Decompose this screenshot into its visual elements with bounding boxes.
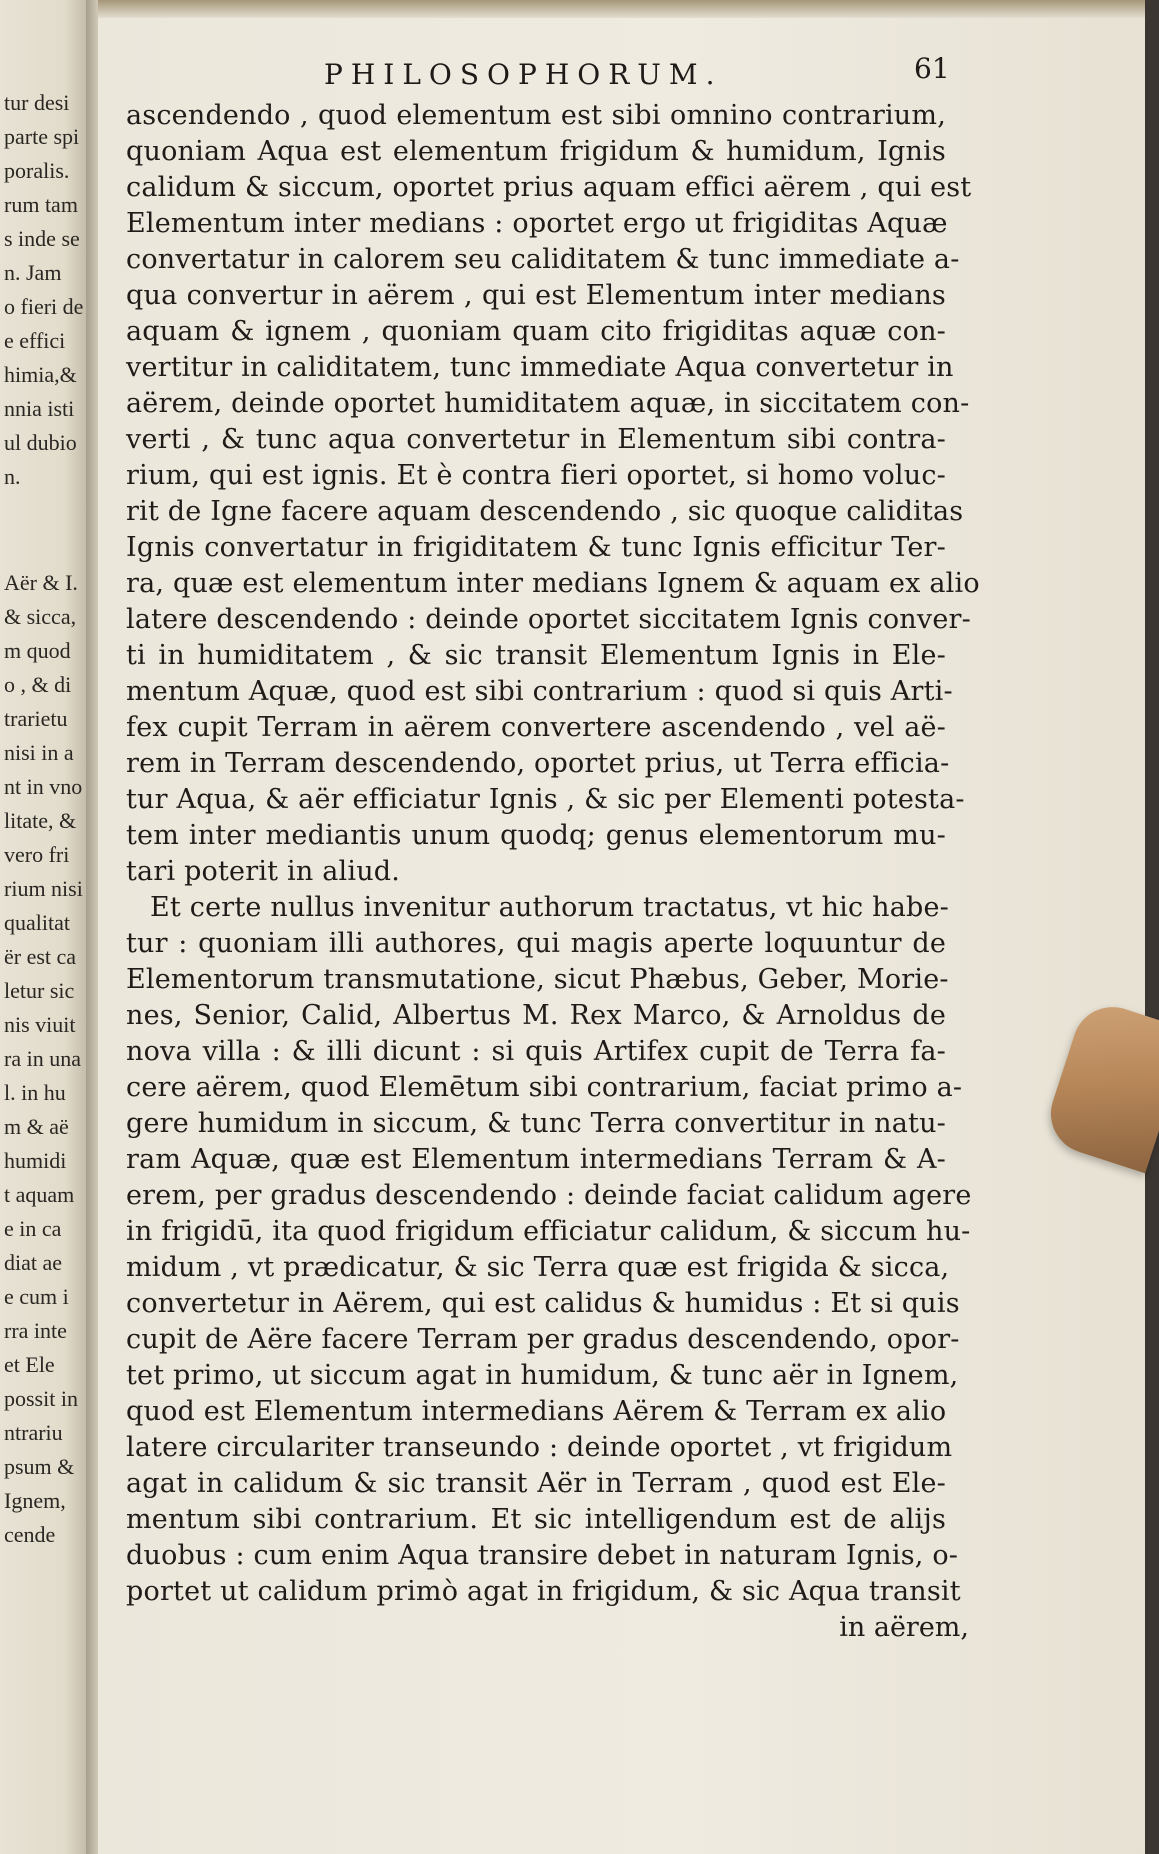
left-margin-line: rra inte <box>4 1318 67 1343</box>
text-line: portet ut calidum primò agat in frigidum, & sic Aqua transit <box>126 1576 961 1607</box>
left-margin-line: nt in vno <box>4 774 83 799</box>
text-line: gere humidum in siccum, & tunc Terra convertitur in natu- <box>126 1108 946 1139</box>
left-margin-line: parte spi <box>4 124 80 149</box>
left-margin-line: psum & <box>4 1454 75 1479</box>
left-margin-line: l. in hu <box>4 1080 66 1105</box>
text-line: aërem, deinde oportet humiditatem aquæ, in siccitatem con- <box>126 388 970 419</box>
left-margin-line: e in ca <box>4 1216 62 1241</box>
text-line: tem inter mediantis unum quodq; genus elementorum mu- <box>126 820 946 851</box>
text-line: cupit de Aëre facere Terram per gradus descendendo, opor- <box>126 1324 960 1355</box>
text-line: convertatur in calorem seu caliditatem & tunc immediate a- <box>126 244 960 275</box>
left-margin-line: tur desi <box>4 90 70 115</box>
left-margin-line: o , & di <box>4 672 72 697</box>
left-margin-line: s inde se <box>4 226 80 251</box>
text-line: quoniam Aqua est elementum frigidum & humidum, Ignis <box>126 136 946 167</box>
left-margin-line: m quod <box>4 638 71 663</box>
text-line: aquam & ignem , quoniam quam cito frigiditas aquæ con- <box>126 316 946 347</box>
text-line: ra, quæ est elementum inter medians Ignem & aquam ex alio <box>126 568 980 599</box>
left-margin-line: & sicca, <box>4 604 77 629</box>
text-line: rium, qui est ignis. Et è contra fieri oportet, si homo voluc- <box>126 460 946 491</box>
text-line: Elementorum transmutatione, sicut Phæbus, Geber, Morie- <box>126 964 949 995</box>
left-margin-line: n. Jam <box>4 260 62 285</box>
running-header: PHILOSOPHORUM. <box>324 58 723 91</box>
left-margin-line: vero fri <box>4 842 70 867</box>
brush-object <box>1041 997 1159 1174</box>
left-margin-line: ntrariu <box>4 1420 63 1445</box>
left-margin-line: litate, & <box>4 808 77 833</box>
text-line: vertitur in caliditatem, tunc immediate Aqua convertetur in <box>126 352 954 383</box>
left-margin-line: e effici <box>4 328 66 353</box>
left-margin-line: nnia isti <box>4 396 75 421</box>
right-page <box>98 0 1159 1854</box>
text-line: quod est Elementum intermedians Aërem & Terram ex alio <box>126 1396 947 1427</box>
text-line: duobus : cum enim Aqua transire debet in naturam Ignis, o- <box>126 1540 959 1571</box>
text-line: calidum & siccum, oportet prius aquam effici aërem , qui est <box>126 172 972 203</box>
left-facing-page <box>0 0 92 1854</box>
left-margin-line: rium nisi <box>4 876 83 901</box>
left-margin-line: e cum i <box>4 1284 69 1309</box>
left-margin-line: possit in <box>4 1386 78 1411</box>
text-line: mentum Aquæ, quod est sibi contrarium : quod si quis Arti- <box>126 676 953 707</box>
left-margin-line: himia,& <box>4 362 77 387</box>
text-line: agat in calidum & sic transit Aër in Terram , quod est Ele- <box>126 1468 946 1499</box>
left-margin-line: t aquam <box>4 1182 75 1207</box>
left-margin-line: nisi in a <box>4 740 74 765</box>
left-margin-line: trarietu <box>4 706 68 731</box>
page-number: 61 <box>914 52 950 85</box>
left-margin-line: letur sic <box>4 978 75 1003</box>
left-margin-line: cende <box>4 1522 56 1547</box>
left-margin-line: ul dubio <box>4 430 77 455</box>
text-line: verti , & tunc aqua convertetur in Elementum sibi contra- <box>126 424 946 455</box>
left-margin-line: ër est ca <box>4 944 77 969</box>
text-line: ascendendo , quod elementum est sibi omnino contrarium, <box>126 100 946 131</box>
text-line: qua convertur in aërem , qui est Elementum inter medians <box>126 280 946 311</box>
text-line: mentum sibi contrarium. Et sic intelligendum est de alijs <box>126 1504 946 1535</box>
text-line: ram Aquæ, quæ est Elementum intermedians Terram & A- <box>126 1144 946 1175</box>
left-margin-line: qualitat <box>4 910 70 935</box>
left-margin-line: et Ele <box>4 1352 55 1377</box>
left-margin-line: humidi <box>4 1148 67 1173</box>
text-line: nova villa : & illi dicunt : si quis Artifex cupit de Terra fa- <box>126 1036 946 1067</box>
page-right-edge <box>1145 0 1159 1854</box>
text-line: Ignis convertatur in frigiditatem & tunc Ignis efficitur Ter- <box>126 532 946 563</box>
paragraph-start-line: Et certe nullus invenitur authorum tractatus, vt hic habe- <box>150 892 949 923</box>
text-line: rem in Terram descendendo, oportet prius, ut Terra efficia- <box>126 748 950 779</box>
left-margin-line: nis viuit <box>4 1012 76 1037</box>
left-margin-line: diat ae <box>4 1250 63 1275</box>
left-margin-line: m & aë <box>4 1114 69 1139</box>
text-line: ti in humiditatem , & sic transit Elementum Ignis in Ele- <box>126 640 946 671</box>
left-margin-line: o fieri de <box>4 294 84 319</box>
left-margin-line: Ignem, <box>4 1488 66 1513</box>
left-margin-line: n. <box>4 464 21 489</box>
text-line: latere descendendo : deinde oportet siccitatem Ignis conver- <box>126 604 971 635</box>
text-line: erem, per gradus descendendo : deinde faciat calidum agere <box>126 1180 972 1211</box>
text-line: latere circulariter transeundo : deinde oportet , vt frigidum <box>126 1432 953 1463</box>
left-margin-line: rum tam <box>4 192 78 217</box>
text-line: cere aërem, quod Elemētum sibi contrarium, faciat primo a- <box>126 1072 963 1103</box>
left-margin-line: ra in una <box>4 1046 81 1071</box>
text-line: in frigidū, ita quod frigidum efficiatur calidum, & siccum hu- <box>126 1216 971 1247</box>
text-line: Elementum inter medians : oportet ergo ut frigiditas Aquæ <box>126 208 948 239</box>
catchword: in aërem, <box>839 1612 969 1643</box>
text-line: convertetur in Aërem, qui est calidus & humidus : Et si quis <box>126 1288 960 1319</box>
text-line: nes, Senior, Calid, Albertus M. Rex Marco, & Arnoldus de <box>126 1000 946 1031</box>
text-line: midum , vt prædicatur, & sic Terra quæ est frigida & sicca, <box>126 1252 950 1283</box>
text-line: tari poterit in aliud. <box>126 856 401 887</box>
page-top-edge <box>98 0 1159 18</box>
left-margin-line: poralis. <box>4 158 70 183</box>
text-line: rit de Igne facere aquam descendendo , sic quoque caliditas <box>126 496 964 527</box>
text-line: tur : quoniam illi authores, qui magis aperte loquuntur de <box>126 928 946 959</box>
text-line: tet primo, ut siccum agat in humidum, & tunc aër in Ignem, <box>126 1360 959 1391</box>
left-margin-line: Aër & I. <box>4 570 78 595</box>
text-line: fex cupit Terram in aërem convertere ascendendo , vel aë- <box>126 712 946 743</box>
text-line: tur Aqua, & aër efficiatur Ignis , & sic per Elementi potesta- <box>126 784 965 815</box>
